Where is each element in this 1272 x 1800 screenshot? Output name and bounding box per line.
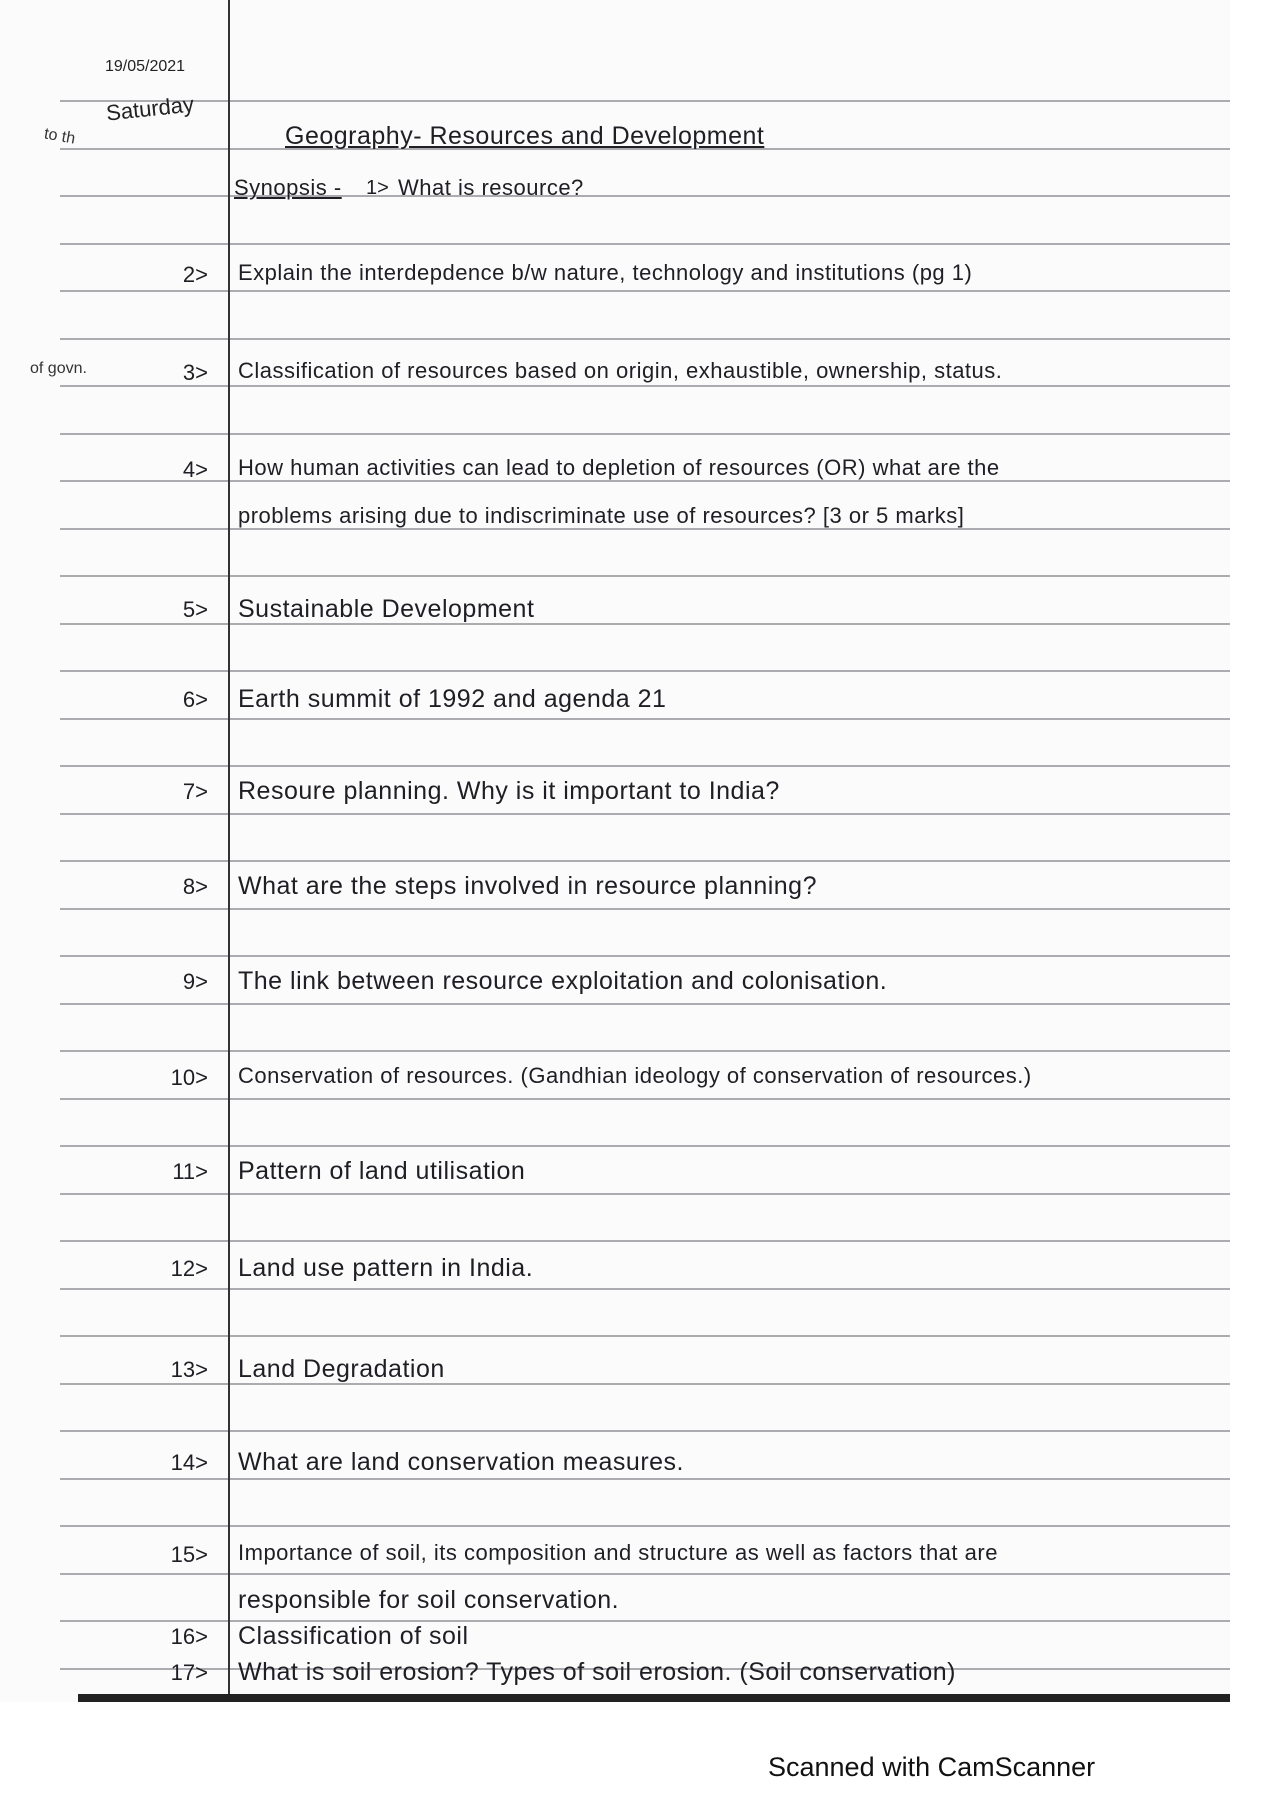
item-number: 2> [182, 262, 208, 287]
item-number: 13> [170, 1357, 208, 1382]
day: Saturday [104, 91, 196, 126]
item-text: Land Degradation [238, 1355, 445, 1383]
ruled-line [60, 623, 1230, 625]
item-number: 4> [182, 457, 208, 482]
item-number: 16> [170, 1624, 208, 1649]
item-number: 17> [170, 1660, 208, 1685]
ruled-line [60, 338, 1230, 340]
item-text: Earth summit of 1992 and agenda 21 [238, 685, 667, 713]
margin-line [228, 0, 230, 1702]
ruled-line [60, 813, 1230, 815]
ruled-line [60, 575, 1230, 577]
item-text: What are the steps involved in resource planning? [238, 872, 817, 900]
ruled-line [60, 1478, 1230, 1480]
item-text: What is soil erosion? Types of soil erosion. (Soil conservation) [238, 1658, 956, 1686]
ruled-line [60, 243, 1230, 245]
ruled-line [60, 1145, 1230, 1147]
item-text: What are land conservation measures. [238, 1448, 684, 1476]
item-text: Classification of resources based on origin, exhaustible, ownership, status. [238, 358, 1003, 383]
item-number: 14> [170, 1450, 208, 1475]
ruled-line [60, 1003, 1230, 1005]
ruled-line [60, 1098, 1230, 1100]
page-title: Geography- Resources and Development [285, 122, 765, 150]
ruled-line [60, 1383, 1230, 1385]
item-number: 11> [172, 1159, 208, 1184]
item-text: Land use pattern in India. [238, 1254, 534, 1282]
page-edge [78, 1694, 1230, 1702]
item-number: 5> [182, 597, 208, 622]
ruled-line [60, 765, 1230, 767]
item-number: 9> [182, 969, 208, 994]
item-text: Sustainable Development [238, 595, 535, 623]
item-number: 10> [170, 1065, 208, 1090]
ruled-line [60, 1193, 1230, 1195]
ruled-line [60, 1050, 1230, 1052]
ruled-line [60, 433, 1230, 435]
margin-note: to th [42, 125, 77, 148]
item-number: 8> [182, 874, 208, 899]
item-text: Importance of soil, its composition and structure as well as factors that are [238, 1540, 998, 1565]
item-text: Explain the interdepdence b/w nature, technology and institutions (pg 1) [238, 260, 973, 285]
ruled-line [60, 908, 1230, 910]
ruled-line [60, 1430, 1230, 1432]
ruled-line [60, 1573, 1230, 1575]
ruled-line [60, 1525, 1230, 1527]
item-number: 6> [182, 687, 208, 712]
item-text: Resoure planning. Why is it important to India? [238, 777, 780, 805]
margin-note: of govn. [30, 360, 87, 377]
ruled-line [60, 290, 1230, 292]
ruled-line [60, 1335, 1230, 1337]
ruled-line [60, 955, 1230, 957]
ruled-line [60, 670, 1230, 672]
synopsis-label: Synopsis - [234, 175, 342, 200]
item-text: Pattern of land utilisation [238, 1157, 526, 1185]
scanner-watermark: Scanned with CamScanner [768, 1752, 1096, 1782]
ruled-line [60, 1288, 1230, 1290]
item-number: 7> [182, 779, 208, 804]
ruled-line [60, 718, 1230, 720]
item-text: responsible for soil conservation. [238, 1586, 620, 1614]
ruled-line [60, 385, 1230, 387]
ruled-line [60, 100, 1230, 102]
item-number: 3> [182, 360, 208, 385]
item-text: Classification of soil [238, 1622, 469, 1650]
item-number: 12> [170, 1256, 208, 1281]
ruled-line [60, 480, 1230, 482]
item-text: How human activities can lead to depletion of resources (OR) what are the [238, 455, 1000, 480]
item-number: 15> [170, 1542, 208, 1567]
item-number: 1> [366, 177, 389, 199]
date: 19/05/2021 [105, 58, 186, 75]
item-text: problems arising due to indiscriminate use of resources? [3 or 5 marks] [238, 503, 965, 528]
ruled-line [60, 1620, 1230, 1622]
ruled-line [60, 1240, 1230, 1242]
item-text: The link between resource exploitation and colonisation. [238, 967, 888, 995]
item-text: Conservation of resources. (Gandhian ideology of conservation of resources.) [238, 1063, 1032, 1088]
ruled-line [60, 860, 1230, 862]
item-text: What is resource? [398, 175, 584, 200]
